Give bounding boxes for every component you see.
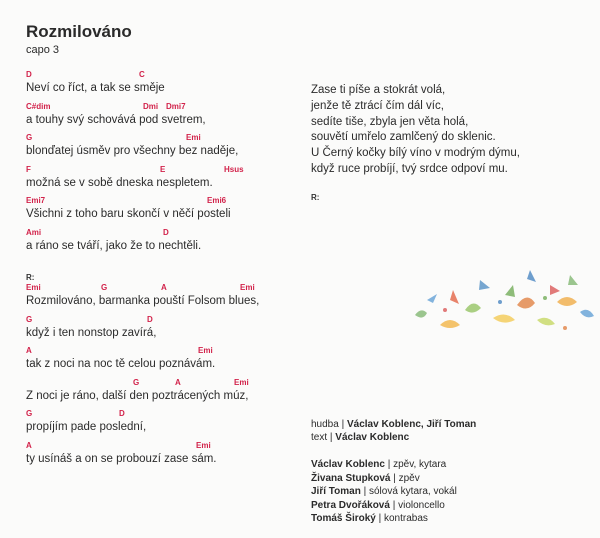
refrain-line <box>26 441 296 473</box>
chord: C#dim <box>26 101 51 111</box>
musician-row <box>311 472 457 486</box>
chord-row <box>26 346 296 358</box>
lyric-line: sedíte tiše, zbyla jen věta holá, <box>311 115 469 128</box>
song-title: Rozmilováno <box>26 22 132 41</box>
chord: Ami <box>26 227 42 237</box>
verse1-line <box>26 133 296 165</box>
musician-name: Václav Koblenc <box>311 459 385 470</box>
verse1-line <box>26 165 296 197</box>
music-prefix: hudba | <box>311 419 347 430</box>
lyric-line: Z noci je ráno, další den poztrácených múz, <box>26 389 249 402</box>
chord: Emi <box>240 283 255 292</box>
lyric-line: ty usínáš a on se probouzí zase sám. <box>26 452 217 465</box>
chord: Emi <box>186 133 201 142</box>
chord: F <box>26 164 31 174</box>
musician-name: Tomáš Široký <box>311 513 376 524</box>
chord: G <box>26 133 33 142</box>
lyric-line: a touhy svý schovává pod svetrem, <box>26 113 206 126</box>
chord: Emi6 <box>207 196 227 205</box>
chord: Hsus <box>224 164 244 174</box>
musicians-list <box>311 458 457 526</box>
chord: G <box>101 283 108 292</box>
chord: D <box>119 409 125 418</box>
chord: C <box>139 70 145 79</box>
chord: G <box>133 377 140 387</box>
chord: E <box>160 164 166 174</box>
musician-name: Petra Dvořáková <box>311 499 390 511</box>
musician-role: | zpěv <box>390 472 420 484</box>
chord: G <box>26 314 33 324</box>
chord: Emi7 <box>26 196 46 205</box>
music-credit: Václav Koblenc, Jiří Toman <box>346 419 477 430</box>
lyric-line: Rozmilováno, barmanka pouští Folsom blues, <box>26 295 260 307</box>
verse1-line <box>26 228 296 260</box>
text-credit: Václav Koblenc <box>335 432 410 443</box>
musician-row <box>311 499 457 513</box>
lyric-line: když i ten nonstop zavírá, <box>26 326 157 339</box>
refrain <box>26 283 296 472</box>
lyric-line: a ráno se tváří, jako že to nechtěli. <box>26 239 202 252</box>
lyric-line: Neví co říct, a tak se směje <box>26 82 165 94</box>
chord: A <box>26 346 32 355</box>
musician-role: | kontrabas <box>375 513 428 524</box>
chord: Dmi <box>143 101 159 111</box>
verse-1 <box>26 70 296 259</box>
right-column <box>311 83 591 178</box>
chord-row <box>26 133 296 145</box>
lyric-line: Všichni z toho baru skončí v něčí posteli <box>26 208 231 220</box>
refrain-line <box>26 409 296 441</box>
verse1-line <box>26 70 296 102</box>
chord: G <box>26 409 33 418</box>
musician-name: Živana Stupková <box>311 472 391 484</box>
lyric-line: možná se v sobě dneska nespletem. <box>26 176 213 189</box>
chord-row <box>26 70 296 82</box>
chord: Emi <box>196 440 211 450</box>
chord: Emi <box>198 346 213 355</box>
verse1-line <box>26 102 296 134</box>
refrain-line <box>26 346 296 378</box>
musician-row <box>311 458 457 472</box>
chord: A <box>175 377 181 387</box>
verse1-line <box>26 196 296 228</box>
musician-row <box>311 512 457 526</box>
text-prefix: text | <box>311 432 336 443</box>
lyric-line: tak z noci na noc tě celou poznávám. <box>26 358 216 370</box>
chord-row <box>26 315 296 327</box>
chord-row <box>26 228 296 240</box>
refrain-line <box>26 315 296 347</box>
chord-row <box>26 165 296 177</box>
musician-role: | sólová kytara, vokál <box>360 486 457 497</box>
lyric-line: souvětí umřelo zamlčený do sklenic. <box>311 131 496 144</box>
refrain-line <box>26 378 296 410</box>
musician-role: | violoncello <box>389 499 445 511</box>
left-column <box>26 70 296 472</box>
musician-name: Jiří Toman <box>311 486 361 497</box>
chord: A <box>161 283 167 292</box>
capo-note: capo 3 <box>26 44 60 56</box>
chord-row <box>26 102 296 114</box>
musician-role: | zpěv, kytara <box>384 459 447 470</box>
chord: D <box>26 70 32 79</box>
verse-2 <box>311 83 591 178</box>
chord-row <box>26 441 296 453</box>
chord-row <box>26 196 296 208</box>
lyric-line: blonďatej úsměv pro všechny bez naděje, <box>26 145 239 157</box>
chord: D <box>163 227 169 237</box>
chord-row <box>26 283 296 295</box>
chord: Emi <box>26 283 41 292</box>
watercolor-splash-art <box>405 240 600 350</box>
chord: A <box>26 440 32 450</box>
lyric-line: propíjím pade poslední, <box>26 421 147 433</box>
credits <box>311 418 476 444</box>
refrain-label-2: R: <box>311 193 320 202</box>
chord: D <box>147 314 153 324</box>
musician-row <box>311 485 457 499</box>
chord-row <box>26 378 296 390</box>
chord: Emi <box>234 377 249 387</box>
refrain-line <box>26 283 296 315</box>
lyric-line: když ruce probíjí, tvý srdce odpoví mu. <box>311 162 508 175</box>
chord: Dmi7 <box>166 101 186 111</box>
lyric-line: Zase ti píše a stokrát volá, <box>311 84 446 96</box>
lyric-line: U Černý kočky bílý víno v modrým dýmu, <box>311 147 520 160</box>
refrain-label: R: <box>26 273 35 282</box>
lyric-line: jenže tě ztrácí čím dál víc, <box>311 99 444 112</box>
chord-row <box>26 409 296 421</box>
